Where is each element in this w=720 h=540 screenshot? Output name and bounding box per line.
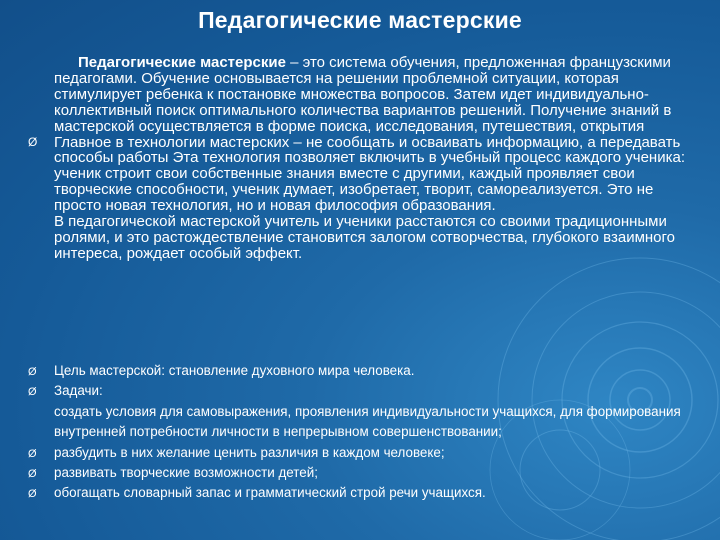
task-item (26, 483, 706, 503)
task-text: обогащать словарный запас и грамматический строй речи учащихся. (54, 485, 486, 501)
bullet-arrow-icon: Ø (28, 366, 37, 378)
tasks-label-item (26, 381, 706, 401)
intro-term: Педагогические мастерские (78, 54, 286, 71)
goal-item (26, 361, 706, 381)
task-item (26, 463, 706, 483)
bullet-arrow-icon: Ø (28, 386, 37, 399)
bullet-arrow-icon: Ø (28, 488, 37, 501)
main-point-text: Главное в технологии мастерских – не сообщать и осваивать информацию, а передавать способы работы Эта технология позволяет включить в учебный процесс каждого ученика: ученик строит свои собственные знания вместе с другими, каждый проявляет свои творческие способности, ученик думает, изобретает, творит, самореализуется. Это не просто новая технология, но и новая философия образования. (54, 133, 685, 215)
task-first-text: создать условия для самовыражения, проявления индивидуальности учащихся, для формирования внутренней потребности личности в непрерывном совершенствовании; (54, 403, 681, 440)
task-text: разбудить в них желание ценить различия в каждом человеке; (54, 444, 445, 460)
intro-paragraph (26, 55, 694, 135)
main-point-paragraph (26, 135, 694, 215)
goal-text: Цель мастерской: становление духовного мира человека. (54, 363, 415, 378)
main-content (26, 55, 694, 262)
bullet-arrow-icon: Ø (28, 447, 37, 460)
intro-text: – это система обучения, предложенная французскими педагогами. Обучение основывается на решении проблемной ситуации, которая стимулирует ребенка к постановке множества вопросов. Затем идет индивидуально-коллективный поиск оптимального количества вариантов решений. Получение знаний в мастерской осуществляется в форме поиска, исследования, путешествия, открытия (54, 54, 672, 135)
bullet-arrow-icon: Ø (28, 468, 37, 481)
tasks-label: Задачи: (54, 383, 103, 399)
bullet-arrow-icon: Ø (28, 134, 38, 149)
slide-title: Педагогические мастерские (198, 7, 522, 33)
task-item (26, 443, 706, 463)
closing-paragraph: В педагогической мастерской учитель и ученики расстаются со своими традиционными ролями, и это растождествление становится залогом сотворчества, глубокого взаимного интереса, рождает особый эффект. (54, 213, 675, 262)
task-text: развивать творческие возможности детей; (54, 465, 318, 481)
goals-section (26, 361, 706, 504)
